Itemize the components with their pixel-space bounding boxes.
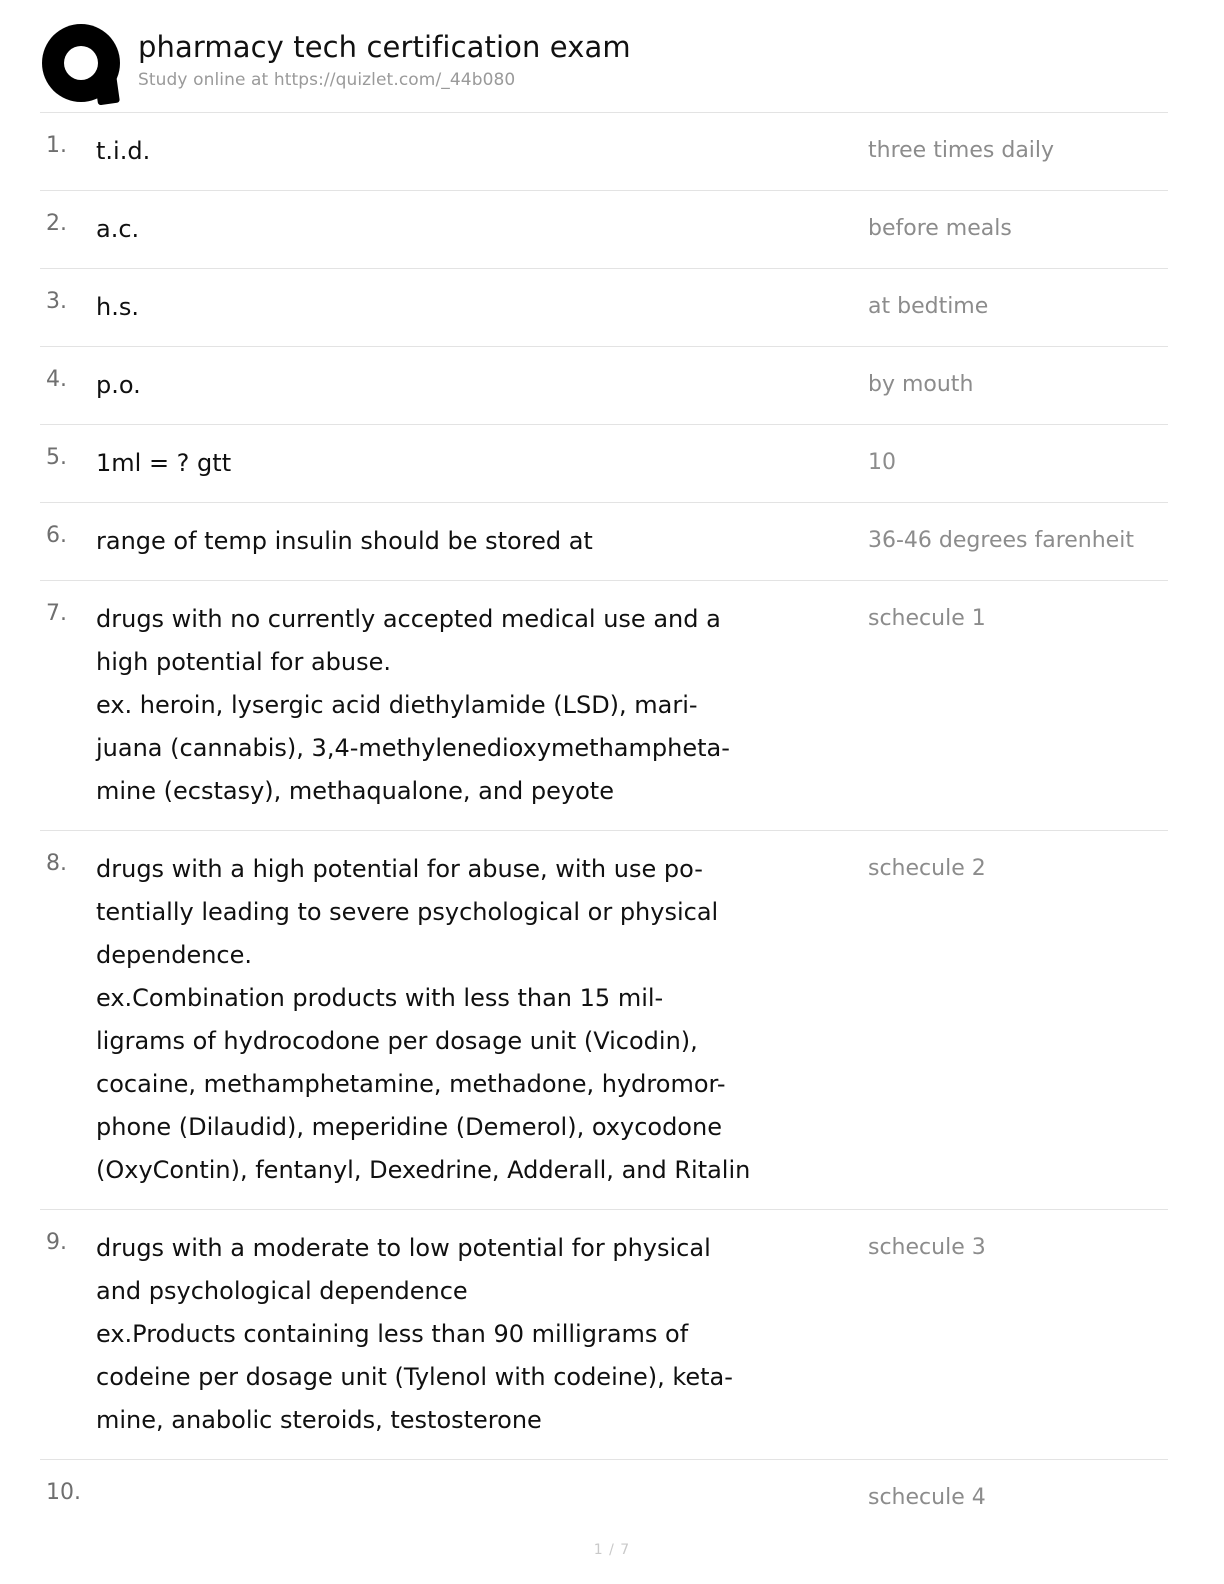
table-row bbox=[40, 830, 1168, 1209]
term-line: 1ml = ? gtt bbox=[96, 449, 232, 477]
row-number: 7. bbox=[46, 601, 67, 626]
table-row bbox=[40, 190, 1168, 268]
table-row bbox=[40, 346, 1168, 424]
term-line: h.s. bbox=[96, 293, 139, 321]
study-link[interactable]: Study online at https://quizlet.com/_44b080 bbox=[138, 70, 516, 90]
term-line: range of temp insulin should be stored at bbox=[96, 527, 593, 555]
term-line: (OxyContin), fentanyl, Dexedrine, Adderall, and Ritalin bbox=[96, 1156, 751, 1184]
row-number: 3. bbox=[46, 289, 67, 314]
term-line: codeine per dosage unit (Tylenol with codeine), keta- bbox=[96, 1363, 733, 1391]
term-line: mine (ecstasy), methaqualone, and peyote bbox=[96, 777, 614, 805]
definition-text: 10 bbox=[868, 450, 896, 475]
term-line: drugs with no currently accepted medical use and a bbox=[96, 605, 721, 633]
definition-text: schecule 2 bbox=[868, 856, 986, 881]
row-number: 10. bbox=[46, 1480, 81, 1505]
row-number: 5. bbox=[46, 445, 67, 470]
table-row bbox=[40, 580, 1168, 830]
term-text bbox=[96, 130, 868, 173]
term-line: ex.Combination products with less than 15 mil- bbox=[96, 984, 664, 1012]
term-text bbox=[96, 520, 868, 563]
definition-text: schecule 4 bbox=[868, 1485, 986, 1510]
term-line: ex. heroin, lysergic acid diethylamide (LSD), mari- bbox=[96, 691, 698, 719]
table-row bbox=[40, 112, 1168, 190]
term-line: high potential for abuse. bbox=[96, 648, 392, 676]
definition-text: by mouth bbox=[868, 372, 974, 397]
term-line: cocaine, methamphetamine, methadone, hydromor- bbox=[96, 1070, 726, 1098]
term-line: drugs with a high potential for abuse, with use po- bbox=[96, 855, 703, 883]
term-line: drugs with a moderate to low potential for physical bbox=[96, 1234, 711, 1262]
term-line: ex.Products containing less than 90 milligrams of bbox=[96, 1320, 689, 1348]
term-line: a.c. bbox=[96, 215, 140, 243]
row-number: 2. bbox=[46, 211, 67, 236]
term-text bbox=[96, 1227, 868, 1442]
term-line: and psychological dependence bbox=[96, 1277, 468, 1305]
definition-text: 36-46 degrees farenheit bbox=[868, 528, 1134, 553]
term-text bbox=[96, 364, 868, 407]
term-line: dependence. bbox=[96, 941, 253, 969]
term-line: mine, anabolic steroids, testosterone bbox=[96, 1406, 542, 1434]
term-text bbox=[96, 848, 868, 1192]
table-row bbox=[40, 424, 1168, 502]
term-line: tentially leading to severe psychological or physical bbox=[96, 898, 719, 926]
row-number: 9. bbox=[46, 1230, 67, 1255]
definition-text: schecule 3 bbox=[868, 1235, 986, 1260]
page-title: pharmacy tech certification exam bbox=[138, 30, 631, 64]
term-line: juana (cannabis), 3,4-methylenedioxymethampheta- bbox=[96, 734, 730, 762]
definition-text: before meals bbox=[868, 216, 1012, 241]
definition-text: three times daily bbox=[868, 138, 1055, 163]
table-row bbox=[40, 1209, 1168, 1459]
row-number: 4. bbox=[46, 367, 67, 392]
term-line: t.i.d. bbox=[96, 137, 151, 165]
table-row bbox=[40, 1459, 1168, 1530]
definition-text: schecule 1 bbox=[868, 606, 986, 631]
table-row bbox=[40, 268, 1168, 346]
row-number: 6. bbox=[46, 523, 67, 548]
term-text bbox=[96, 598, 868, 813]
row-number: 8. bbox=[46, 851, 67, 876]
row-number: 1. bbox=[46, 133, 67, 158]
term-text bbox=[96, 208, 868, 251]
term-line: p.o. bbox=[96, 371, 141, 399]
document-header bbox=[40, 22, 1168, 112]
page-number: 1 / 7 bbox=[593, 1542, 631, 1558]
header-text bbox=[138, 22, 631, 91]
term-line: ligrams of hydrocodone per dosage unit (Vicodin), bbox=[96, 1027, 698, 1055]
quizlet-logo-icon bbox=[42, 24, 120, 102]
term-text bbox=[96, 442, 868, 485]
term-text bbox=[96, 286, 868, 329]
table-row bbox=[40, 502, 1168, 580]
term-line: phone (Dilaudid), meperidine (Demerol), oxycodone bbox=[96, 1113, 722, 1141]
definition-text: at bedtime bbox=[868, 294, 989, 319]
term-definition-table bbox=[40, 112, 1168, 1530]
